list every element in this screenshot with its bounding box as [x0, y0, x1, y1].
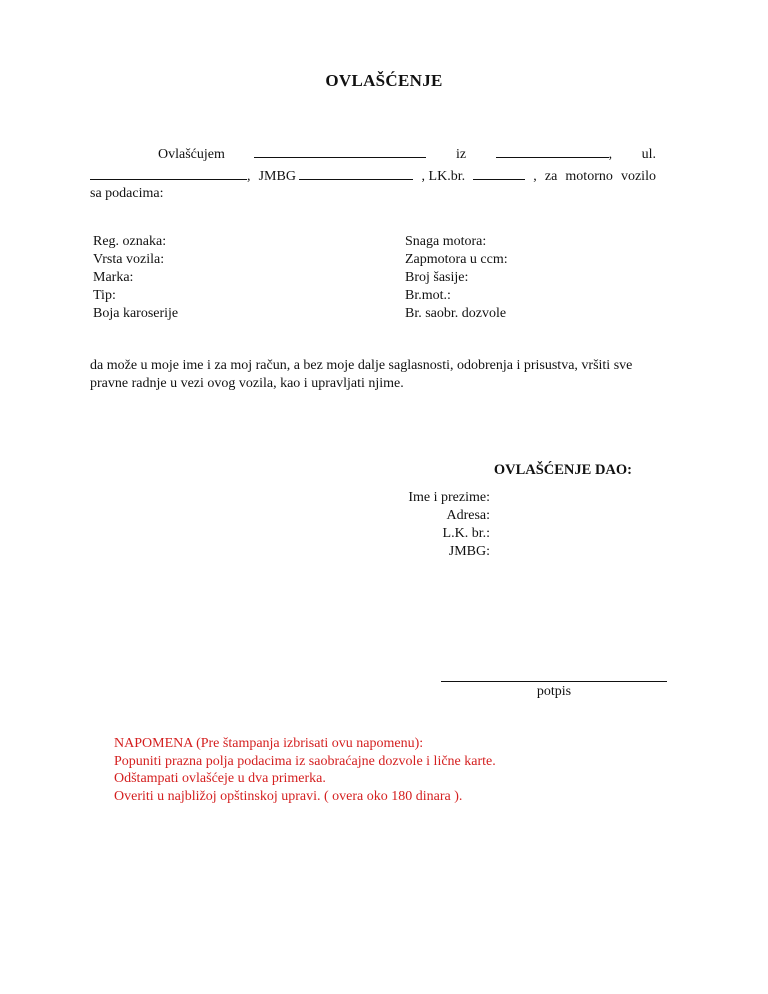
- signature-line: [441, 681, 667, 682]
- motorno-label: motorno: [565, 169, 613, 184]
- iz-label: iz: [455, 147, 467, 162]
- sa-podacima-label: sa podacima:: [90, 186, 164, 201]
- vehicle-fields-right: [405, 233, 508, 323]
- lkbr-label: , LK.br.: [421, 169, 466, 184]
- reg-oznaka-label: Reg. oznaka:: [93, 234, 167, 249]
- jmbg-label: JMBG: [258, 169, 296, 184]
- broj-motora-label: Br.mot.:: [405, 288, 451, 303]
- note-heading: NAPOMENA (Pre štampanja izbrisati ovu napomenu):: [114, 736, 424, 751]
- tip-label: Tip:: [93, 288, 116, 303]
- document-title: OVLAŠĆENJE: [325, 71, 443, 90]
- signer-heading: OVLAŠĆENJE DAO:: [493, 462, 632, 478]
- separator: ,: [533, 169, 537, 184]
- ime-prezime-label: Ime i prezime:: [408, 490, 490, 505]
- note-block: [114, 735, 496, 805]
- note-line: Popuniti prazna polja podacima iz saobraćajne dozvole i lične karte.: [114, 753, 496, 769]
- signature-label: potpis: [536, 684, 572, 699]
- street-blank: [90, 165, 247, 180]
- intro-line-1: [90, 143, 656, 163]
- name-blank: [254, 143, 426, 158]
- city-blank: [496, 143, 609, 158]
- authorization-paragraph: da može u moje ime i za moj račun, a bez moje dalje saglasnosti, odobrenja i prisustva, vršiti sve pravne radnje u vezi ovog vozila, kao i upravljati njime.: [90, 358, 633, 391]
- marka-label: Marka:: [93, 270, 134, 285]
- note-line: Odštampati ovlašćeje u dva primerka.: [114, 771, 326, 786]
- snaga-motora-label: Snaga motora:: [405, 234, 487, 249]
- ul-label: ul.: [641, 147, 656, 162]
- boja-karoserije-label: Boja karoserije: [93, 306, 179, 321]
- vrsta-vozila-label: Vrsta vozila:: [93, 252, 165, 267]
- zapremina-motora-label: Zapmotora u ccm:: [405, 252, 508, 267]
- intro-line-2: [90, 165, 656, 185]
- broj-sasije-label: Broj šasije:: [405, 270, 469, 285]
- za-label: za: [544, 169, 558, 184]
- note-line: Overiti u najbližoj opštinskoj upravi. ( overa oko 180 dinara ).: [114, 788, 463, 804]
- lk-br-label: L.K. br.:: [442, 526, 490, 541]
- vozilo-label: vozilo: [620, 169, 656, 184]
- saobracajna-dozvola-label: Br. saobr. dozvole: [405, 306, 507, 321]
- comma: ,: [247, 169, 251, 184]
- comma: ,: [608, 147, 613, 162]
- vehicle-fields-left: [93, 233, 178, 323]
- ovlascujem-label: Ovlašćujem: [158, 147, 225, 162]
- jmbg-signer-label: JMBG:: [448, 544, 490, 559]
- adresa-label: Adresa:: [446, 508, 490, 523]
- signer-fields: [388, 489, 490, 561]
- lkbr-blank: [473, 165, 525, 180]
- jmbg-blank: [299, 165, 413, 180]
